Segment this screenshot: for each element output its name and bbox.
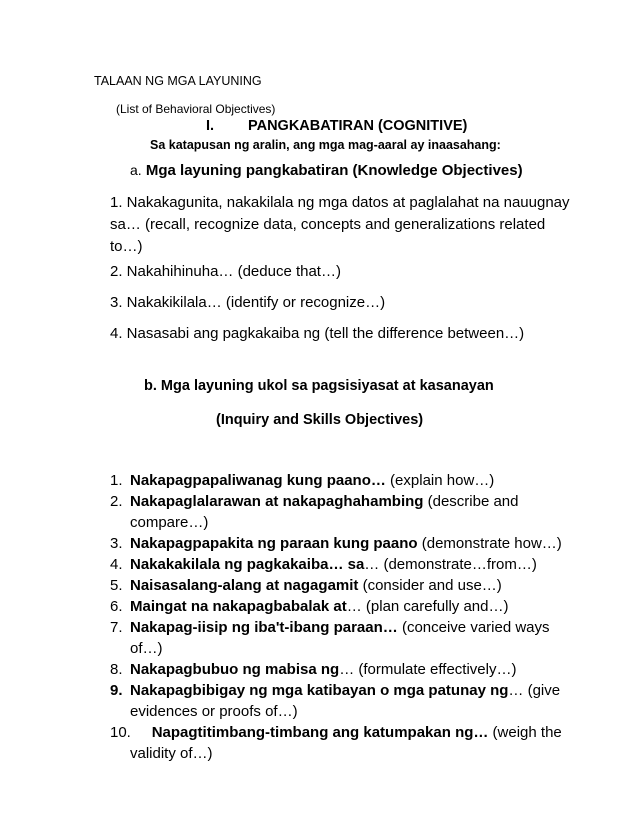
list-item-text: … (give [508, 682, 561, 699]
knowledge-item-4: 4. Nasasabi ang pagkakaiba ng (tell the difference between…) [110, 325, 525, 342]
subsection-b-title: b. Mga layuning ukol sa pagsisiyasat at kasanayan [144, 378, 494, 394]
list-item-text: … (demonstrate…from…) [364, 556, 537, 573]
list-item-text: … (plan carefully and…) [346, 598, 509, 615]
list-item-bold: Nakapag-iisip ng iba't-ibang paraan… [130, 619, 398, 636]
list-item-text: (consider and use…) [358, 577, 502, 594]
list-item [110, 575, 580, 596]
subsection-b-subtitle: (Inquiry and Skills Objectives) [216, 412, 424, 428]
list-item-text: (explain how…) [385, 472, 495, 489]
list-item [110, 617, 580, 659]
knowledge-item-1 [110, 192, 570, 258]
list-item-text-cont: validity of…) [130, 745, 213, 762]
knowledge-item-3: 3. Nakakikilala… (identify or recognize…) [110, 294, 386, 311]
section-number: I. [206, 118, 215, 134]
skills-objectives-list [110, 470, 580, 764]
list-item-text: (demonstrate how…) [417, 535, 562, 552]
list-item-text: … (formulate effectively…) [339, 661, 517, 678]
list-item-bold: Napagtitimbang-timbang ang katumpakan ng… [151, 724, 489, 741]
list-item [110, 470, 580, 491]
list-item-number: 4. [110, 556, 123, 573]
list-item-number: 3. [110, 535, 123, 552]
list-item [110, 554, 580, 575]
list-item [110, 722, 580, 764]
list-item-text-cont: evidences or proofs of…) [130, 703, 298, 720]
section-title: PANGKABATIRAN (COGNITIVE) [248, 118, 468, 134]
knowledge-item-2: 2. Nakahihinuha… (deduce that…) [110, 263, 341, 280]
list-item-number: 7. [110, 619, 123, 636]
document-title: TALAAN NG MGA LAYUNING [94, 74, 262, 88]
subsection-a-heading [130, 162, 523, 179]
list-item-bold: Nakapaglalarawan at nakapaghahambing [130, 493, 424, 510]
list-item-bold: Nakakakilala ng pagkakaiba… sa [130, 556, 365, 573]
list-item-bold: Nakapagbubuo ng mabisa ng [130, 661, 340, 678]
list-item-number: 9. [110, 682, 123, 699]
list-item [110, 659, 580, 680]
list-item [110, 491, 580, 533]
list-item-bold: Nakapagpapaliwanag kung paano… [130, 472, 386, 489]
list-item-text: (describe and [423, 493, 519, 510]
section-subtitle: Sa katapusan ng aralin, ang mga mag-aaral ay inaasahang: [150, 138, 501, 152]
list-item-number: 6. [110, 598, 123, 615]
list-item-text-cont: of…) [130, 640, 163, 657]
list-item-number: 1. [110, 472, 123, 489]
list-item-bold: Nakapagbibigay ng mga katibayan o mga patunay ng [130, 682, 509, 699]
knowledge-item-1-line2: sa… (recall, recognize data, concepts and generalizations related [110, 216, 546, 233]
list-item [110, 533, 580, 554]
list-item-number: 8. [110, 661, 123, 678]
list-item-number: 2. [110, 493, 123, 510]
list-item-number: 5. [110, 577, 123, 594]
list-item-bold: Nakapagpapakita ng paraan kung paano [130, 535, 418, 552]
list-item-bold: Naisasalang-alang at nagagamit [130, 577, 359, 594]
list-item [110, 596, 580, 617]
list-item-text: (weigh the [488, 724, 562, 741]
list-item-text: (conceive varied ways [397, 619, 550, 636]
knowledge-item-1-line1: 1. Nakakagunita, nakakilala ng mga datos at paglalahat na nauugnay [110, 194, 570, 211]
list-item-number: 10. [110, 724, 131, 741]
subsection-a-letter: a. [130, 162, 142, 178]
knowledge-item-1-line3: to…) [110, 238, 143, 255]
document-subtitle: (List of Behavioral Objectives) [116, 102, 276, 116]
list-item-text-cont: compare…) [130, 514, 209, 531]
list-item [110, 680, 580, 722]
list-item-bold: Maingat na nakapagbabalak at [130, 598, 347, 615]
subsection-a-title: Mga layuning pangkabatiran (Knowledge Objectives) [145, 162, 523, 179]
